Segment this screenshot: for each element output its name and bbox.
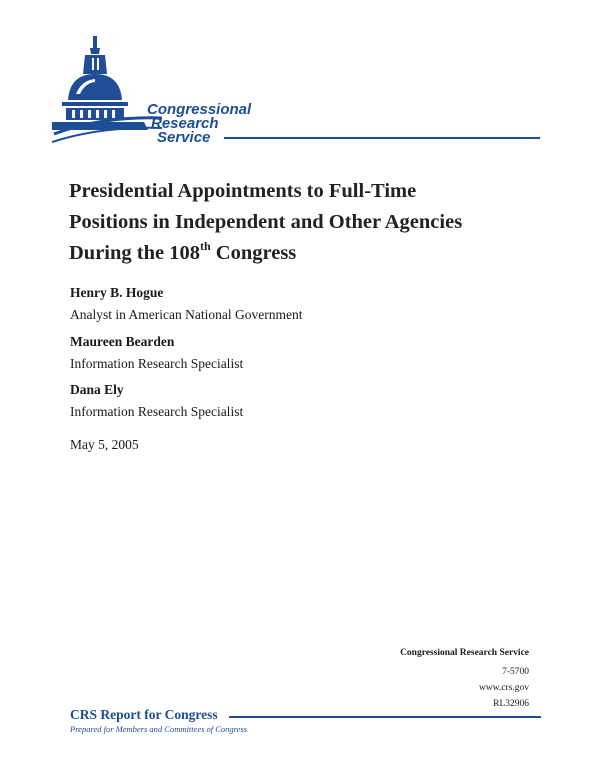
publisher-info [400,645,529,712]
author-role: Analyst in American National Government [70,307,303,322]
author-block [70,333,243,373]
report-title [69,176,549,269]
author-name: Dana Ely [70,382,124,397]
title-line-2: Positions in Independent and Other Agencies [69,211,463,233]
footer-subtitle: Prepared for Members and Committees of Congress [70,724,248,734]
title-line-3-start: During the 108 [69,242,200,264]
publisher-org: Congressional Research Service [400,648,529,658]
logo-line-research: Research [151,115,219,132]
title-line-1: Presidential Appointments to Full-Time [69,180,417,202]
report-number: RL32906 [493,699,529,709]
capitol-dome-icon [52,34,542,146]
author-block [70,381,243,421]
logo-line-service: Service [157,129,211,146]
title-line-3-end: Congress [210,242,297,264]
footer-divider [229,716,541,718]
footer-title: CRS Report for Congress [70,707,218,722]
report-date: May 5, 2005 [70,437,139,452]
author-role: Information Research Specialist [70,404,244,419]
crs-logo [52,34,542,146]
author-name: Maureen Bearden [70,334,175,349]
publisher-website: www.crs.gov [478,683,529,693]
author-role: Information Research Specialist [70,356,244,371]
author-block [70,284,302,324]
title-superscript: th [199,239,211,254]
logo-line-congressional: Congressional [147,101,252,118]
publisher-phone: 7-5700 [502,667,529,677]
author-name: Henry B. Hogue [70,285,164,300]
